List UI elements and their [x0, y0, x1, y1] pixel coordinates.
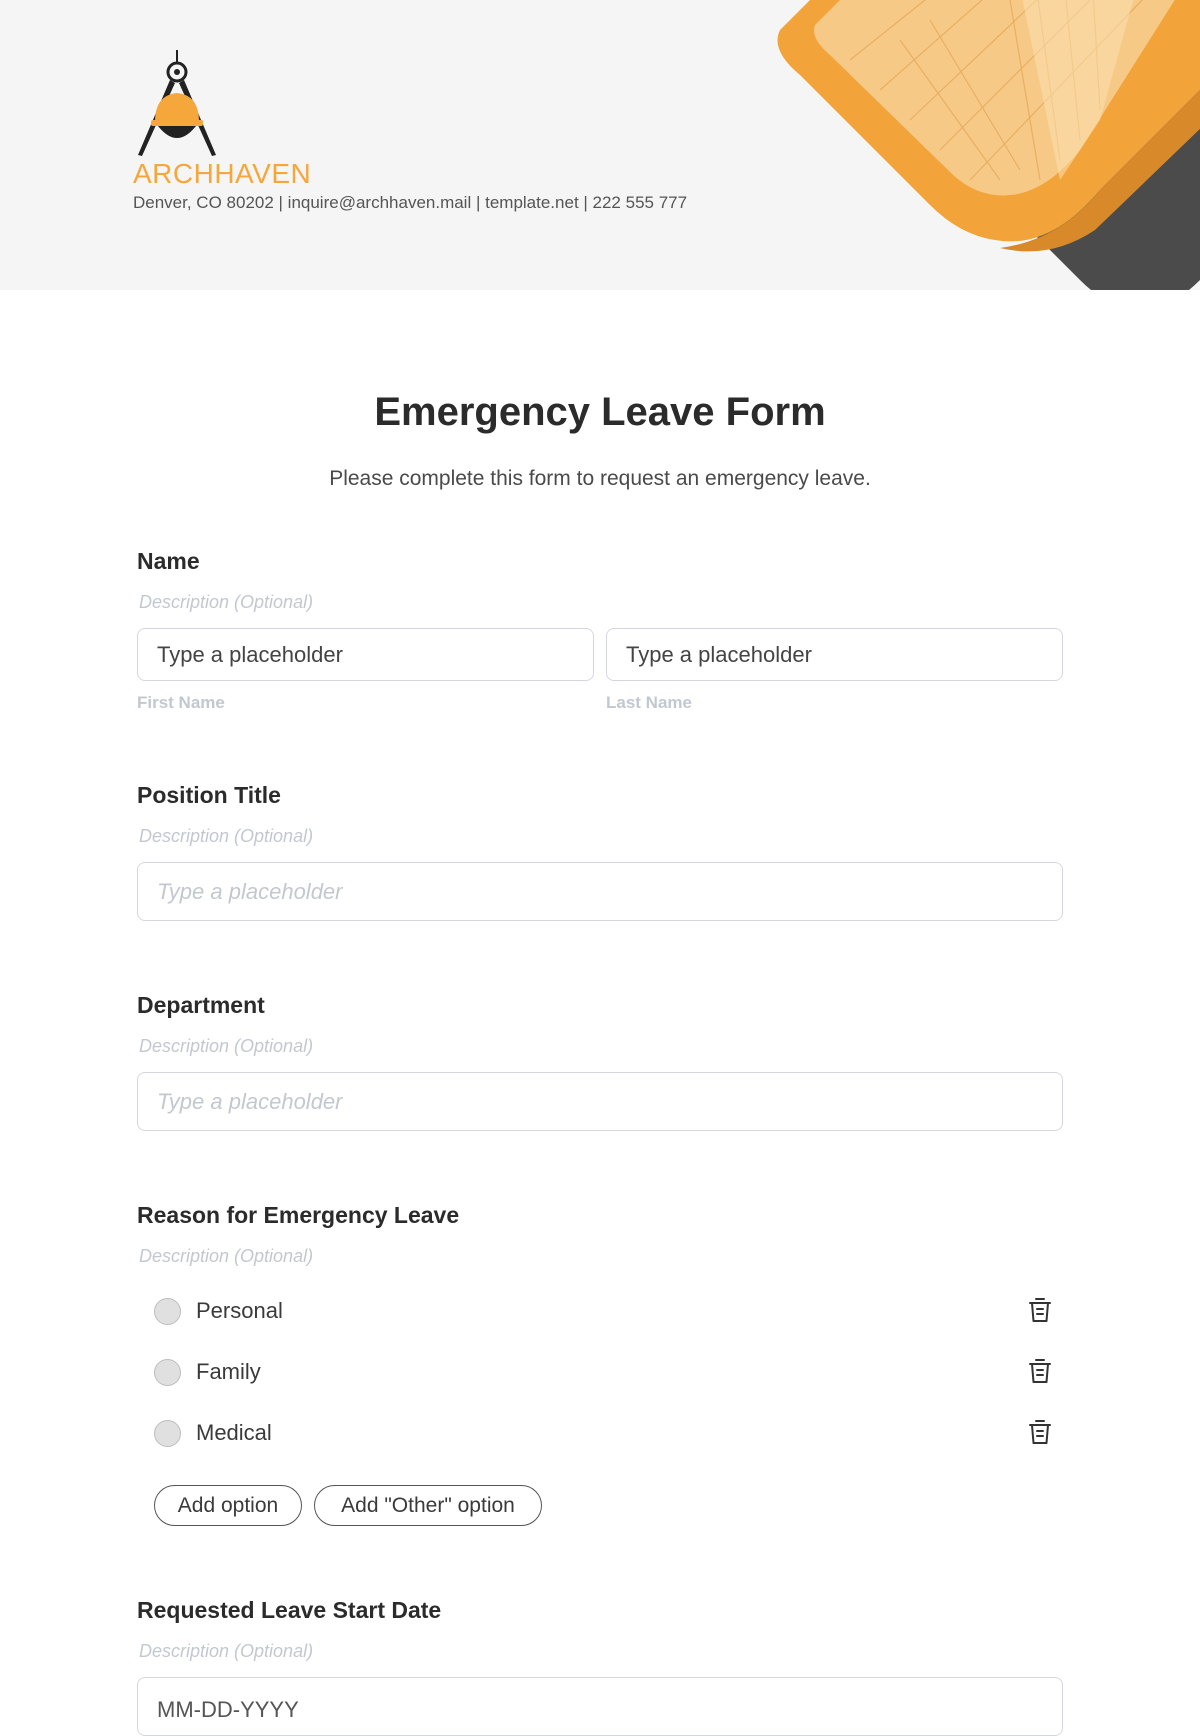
first-name-sublabel: First Name: [137, 693, 225, 713]
add-option-button[interactable]: Add option: [154, 1485, 302, 1526]
reason-option-medical[interactable]: [154, 1417, 272, 1449]
radio-button[interactable]: [154, 1298, 181, 1325]
option-label: Personal: [196, 1298, 283, 1324]
reason-label: Reason for Emergency Leave: [137, 1202, 459, 1229]
department-input[interactable]: [137, 1072, 1063, 1131]
name-description[interactable]: Description (Optional): [139, 592, 313, 613]
trash-icon[interactable]: [1027, 1296, 1053, 1324]
start-date-description[interactable]: Description (Optional): [139, 1641, 313, 1662]
add-other-option-button[interactable]: Add "Other" option: [314, 1485, 542, 1526]
brand-name: ARCHHAVEN: [133, 158, 311, 190]
department-label: Department: [137, 992, 265, 1019]
position-title-description[interactable]: Description (Optional): [139, 826, 313, 847]
start-date-placeholder: MM-DD-YYYY: [157, 1697, 299, 1723]
contact-info: Denver, CO 80202 | inquire@archhaven.mail | template.net | 222 555 777: [133, 193, 687, 213]
trash-icon[interactable]: [1027, 1418, 1053, 1446]
start-date-input[interactable]: [137, 1677, 1063, 1736]
position-title-placeholder: Type a placeholder: [157, 879, 343, 905]
reason-description[interactable]: Description (Optional): [139, 1246, 313, 1267]
name-label: Name: [137, 548, 200, 575]
first-name-input[interactable]: [137, 628, 594, 681]
department-placeholder: Type a placeholder: [157, 1089, 343, 1115]
trash-icon[interactable]: [1027, 1357, 1053, 1385]
reason-option-family[interactable]: [154, 1356, 261, 1388]
last-name-value: Type a placeholder: [626, 642, 812, 668]
page-header: [0, 0, 1200, 290]
form-title: Emergency Leave Form: [0, 390, 1200, 435]
archhaven-logo-icon: [130, 50, 225, 165]
last-name-sublabel: Last Name: [606, 693, 692, 713]
option-label: Family: [196, 1359, 261, 1385]
first-name-value: Type a placeholder: [157, 642, 343, 668]
reason-option-personal[interactable]: [154, 1295, 283, 1327]
radio-button[interactable]: [154, 1420, 181, 1447]
position-title-input[interactable]: [137, 862, 1063, 921]
radio-button[interactable]: [154, 1359, 181, 1386]
start-date-label: Requested Leave Start Date: [137, 1597, 441, 1624]
option-label: Medical: [196, 1420, 272, 1446]
last-name-input[interactable]: [606, 628, 1063, 681]
form-subtitle: Please complete this form to request an emergency leave.: [0, 467, 1200, 491]
position-title-label: Position Title: [137, 782, 281, 809]
department-description[interactable]: Description (Optional): [139, 1036, 313, 1057]
